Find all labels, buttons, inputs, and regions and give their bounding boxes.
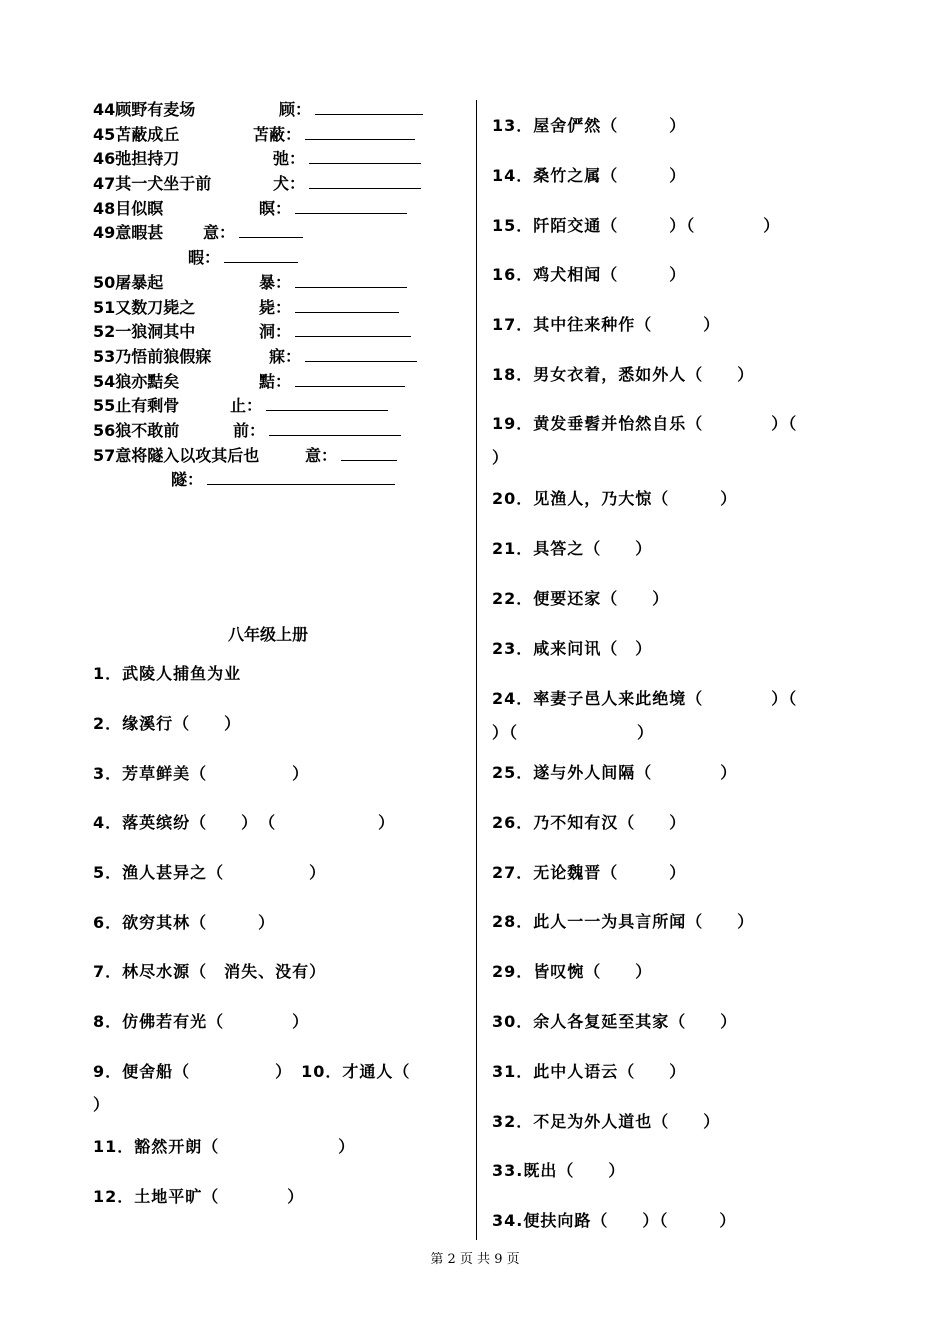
vocab-definition: [273, 172, 421, 197]
answer-blank[interactable]: [305, 345, 417, 362]
vocab-definition: [259, 296, 399, 321]
vocab-definition: [259, 370, 405, 395]
vocab-phrase: 47其一犬坐于前: [93, 174, 212, 194]
exercise-item: 28．此人一一为具言所闻（ ）: [492, 912, 755, 931]
vocab-definition: [259, 271, 407, 296]
vocab-line: [93, 246, 463, 271]
exercise-item: 12．土地平旷（ ）: [93, 1187, 305, 1206]
exercise-item: 6．欲穷其林（ ）: [93, 913, 276, 932]
vocab-line: [93, 345, 463, 370]
vocab-line: [93, 419, 463, 444]
vocab-phrase: 51又数刀毙之: [93, 297, 196, 317]
vocab-definition: [269, 345, 417, 370]
vocab-definition: [273, 147, 421, 172]
vocab-definition: [188, 246, 298, 271]
exercise-item: 4．落英缤纷（ ） （ ）: [93, 813, 396, 832]
vocab-word: 弛：: [273, 149, 306, 169]
vocab-line: [93, 172, 463, 197]
exercise-item: 34.便扶向路（ ）（ ）: [492, 1211, 737, 1230]
vocab-word: 止：: [230, 396, 263, 416]
vocab-word: 隧：: [171, 470, 204, 490]
exercise-item: 8．仿佛若有光（ ）: [93, 1012, 310, 1031]
answer-blank[interactable]: [295, 320, 411, 337]
exercise-item: 32．不足为外人道也（ ）: [492, 1112, 721, 1131]
answer-blank[interactable]: [309, 172, 421, 189]
vocab-definition: [171, 468, 395, 493]
exercise-item: 1．武陵人捕鱼为业: [93, 664, 242, 683]
exercise-item: 11．豁然开朗（ ）: [93, 1137, 356, 1156]
answer-blank[interactable]: [269, 419, 401, 436]
exercise-item: 22．便要还家（ ）: [492, 589, 670, 608]
exercise-item: 21．具答之（ ）: [492, 539, 653, 558]
vocab-phrase: 57意将隧入以攻其后也: [93, 445, 260, 465]
vocab-list: [93, 98, 463, 493]
vocab-word: 顾：: [279, 100, 312, 119]
vocab-definition: [305, 444, 397, 469]
vocab-phrase: 52一狼洞其中: [93, 322, 196, 342]
vocab-phrase: 46弛担持刀: [93, 149, 180, 169]
exercise-item: 31．此中人语云（ ）: [492, 1062, 687, 1081]
vocab-word: 黠：: [259, 371, 292, 391]
vocab-word: 意：: [203, 223, 236, 243]
vocab-line: [93, 370, 463, 395]
section-title: 八年级上册: [228, 625, 309, 644]
vocab-word: 毙：: [259, 297, 292, 317]
answer-blank[interactable]: [295, 296, 399, 313]
exercise-item: 27．无论魏晋（ ）: [492, 863, 687, 882]
exercise-item: 23．咸来问讯（ ）: [492, 639, 653, 658]
exercise-item: 29．皆叹惋（ ）: [492, 962, 653, 981]
answer-blank[interactable]: [266, 394, 388, 411]
exercise-item: 7．林尽水源（ 消失、没有）: [93, 962, 327, 981]
vocab-line: [93, 468, 463, 493]
vocab-word: 寐：: [269, 346, 302, 366]
exercise-item: 20．见渔人，乃大惊（ ）: [492, 489, 738, 508]
answer-blank[interactable]: [207, 468, 395, 485]
exercise-item: 30．余人各复延至其家（ ）: [492, 1012, 738, 1031]
vocab-phrase: 44顾野有麦场: [93, 100, 196, 119]
exercise-item: 33.既出（ ）: [492, 1161, 626, 1180]
vocab-word: 苫蔽：: [253, 124, 302, 144]
vocab-phrase: 55止有剩骨: [93, 396, 180, 416]
vocab-line: [93, 394, 463, 419]
vocab-word: 意：: [305, 445, 338, 465]
vocab-word: 洞：: [259, 322, 292, 342]
column-divider: [476, 100, 477, 1240]
answer-blank[interactable]: [295, 197, 407, 214]
exercise-item: 3．芳草鲜美（ ）: [93, 764, 310, 783]
vocab-phrase: 50屠暴起: [93, 272, 164, 292]
answer-blank[interactable]: [224, 246, 298, 263]
exercise-item: 2．缘溪行（ ）: [93, 714, 242, 733]
exercise-item: 19．黄发垂髫并怡然自乐（ ）（: [492, 414, 798, 433]
vocab-line: [93, 444, 463, 469]
exercise-item: 16．鸡犬相闻（ ）: [492, 265, 687, 284]
vocab-definition: [259, 197, 407, 222]
exercise-item: 13．屋舍俨然（ ）: [492, 116, 687, 135]
vocab-line: [93, 123, 463, 148]
exercise-item: 24．率妻子邑人来此绝境（ ）（: [492, 689, 798, 708]
answer-blank[interactable]: [295, 271, 407, 288]
vocab-line: [93, 98, 463, 123]
exercise-item: 25．遂与外人间隔（ ）: [492, 763, 738, 782]
vocab-word: 犬：: [273, 174, 306, 194]
exercise-item: ）: [492, 448, 510, 467]
vocab-phrase: 54狼亦黠矣: [93, 371, 180, 391]
vocab-line: [93, 221, 463, 246]
vocab-definition: [253, 123, 415, 148]
exercise-item: ）（ ）: [492, 723, 655, 742]
vocab-phrase: 49意暇甚: [93, 223, 164, 243]
vocab-line: [93, 320, 463, 345]
exercise-item: ）: [93, 1095, 111, 1114]
answer-blank[interactable]: [295, 370, 405, 387]
vocab-definition: [233, 419, 401, 444]
exercise-item: 5．渔人甚异之（ ）: [93, 863, 327, 882]
vocab-line: [93, 147, 463, 172]
answer-blank[interactable]: [315, 98, 423, 115]
answer-blank[interactable]: [239, 221, 303, 238]
exercise-item: 17．其中往来种作（ ）: [492, 315, 721, 334]
vocab-word: 暴：: [259, 272, 292, 292]
vocab-definition: [203, 221, 303, 246]
answer-blank[interactable]: [341, 444, 397, 461]
vocab-line: [93, 197, 463, 222]
vocab-phrase: 56狼不敢前: [93, 420, 180, 440]
vocab-phrase: 48目似瞑: [93, 198, 164, 218]
exercise-item: 9．便舍船（ ） 10．才通人（: [93, 1062, 411, 1081]
vocab-word: 瞑：: [259, 198, 292, 218]
page-footer: 第 2 页 共 9 页: [430, 1252, 520, 1267]
vocab-word: 暇：: [188, 248, 221, 268]
vocab-phrase: 45苫蔽成丘: [93, 124, 180, 144]
vocab-word: 前：: [233, 420, 266, 440]
answer-blank[interactable]: [305, 123, 415, 140]
vocab-line: [93, 271, 463, 296]
answer-blank[interactable]: [309, 147, 421, 164]
exercise-item: 14．桑竹之属（ ）: [492, 166, 687, 185]
exercise-item: 18．男女衣着，悉如外人（ ）: [492, 365, 755, 384]
vocab-phrase: 53乃悟前狼假寐: [93, 346, 212, 366]
vocab-definition: [279, 98, 423, 123]
vocab-line: [93, 296, 463, 321]
vocab-definition: [259, 320, 411, 345]
vocab-definition: [230, 394, 388, 419]
exercise-item: 26．乃不知有汉（ ）: [492, 813, 687, 832]
exercise-item: 15．阡陌交通（ ）（ ）: [492, 216, 781, 235]
